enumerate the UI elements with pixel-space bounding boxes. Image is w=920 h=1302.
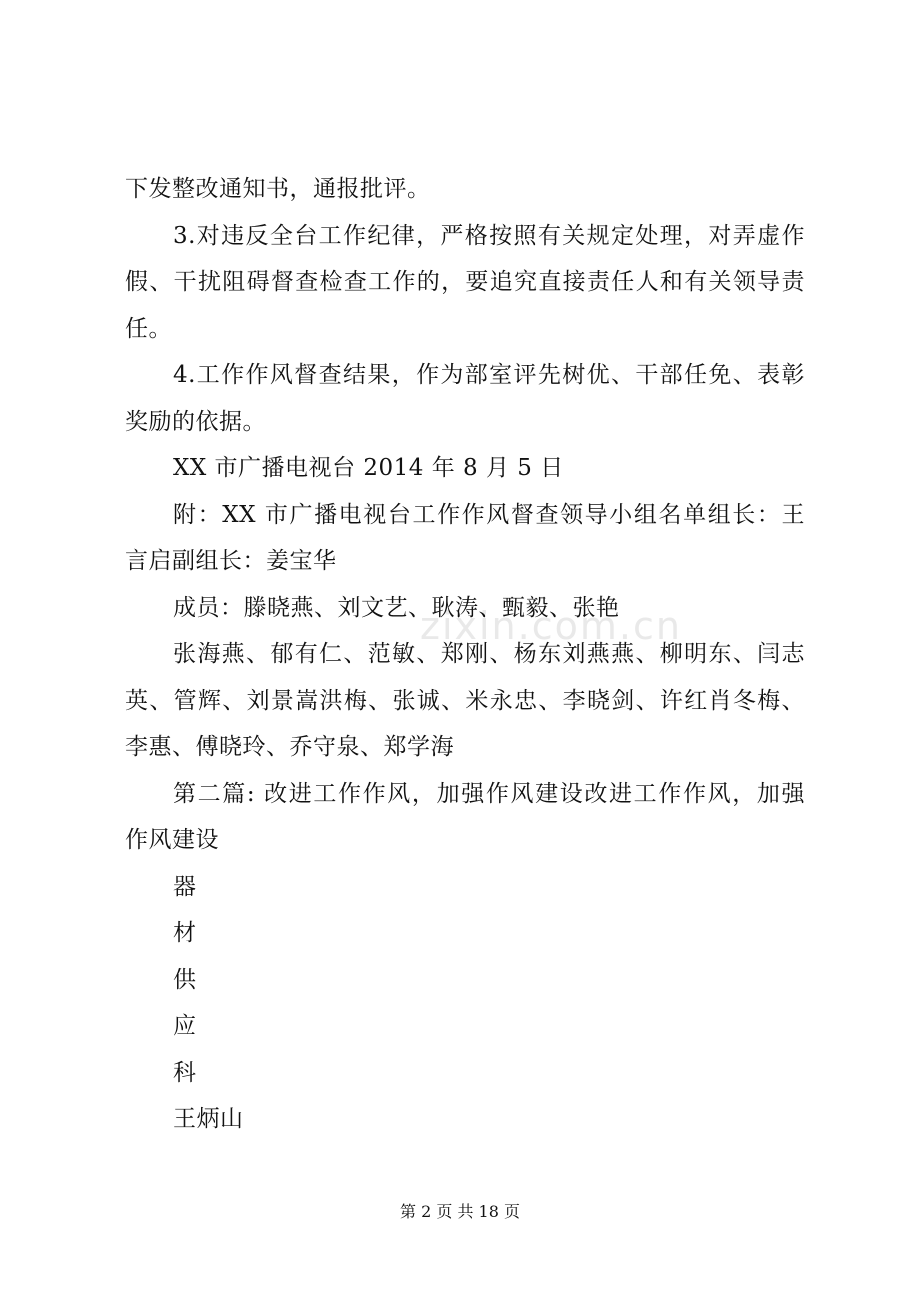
- text-line: 下发整改通知书，通报批评。: [125, 176, 431, 202]
- text-line: 奖励的依据。: [125, 408, 266, 435]
- watermark-text: zixin.com.cn: [420, 604, 682, 648]
- text-line: 附：XX 市广播电视台工作作风督查领导小组名单组长：王: [173, 501, 805, 528]
- text-line: 任。: [125, 315, 172, 342]
- text-line: 王炳山: [173, 1106, 244, 1132]
- text-line: 器: [173, 873, 197, 900]
- text-line: 材: [173, 920, 197, 946]
- text-line: 言启副组长：姜宝华: [125, 548, 337, 574]
- text-line: 3.对违反全台工作纪律，严格按照有关规定处理，对弄虚作: [173, 222, 805, 249]
- document-body: [125, 166, 805, 1143]
- text-line: 李惠、傅晓玲、乔守泉、郑学海: [125, 734, 454, 760]
- text-line: 第二篇: 改进工作作风，加强作风建设改进工作作风，加强: [173, 780, 805, 807]
- text-line: 成员：滕晓燕、刘文艺、耿涛、甄毅、张艳: [173, 594, 620, 621]
- text-line: 张海燕、郁有仁、范敏、郑刚、杨东刘燕燕、柳明东、闫志: [173, 641, 805, 667]
- text-line: 供: [173, 966, 197, 993]
- text-line: 作风建设: [125, 827, 219, 853]
- page-footer: 第 2 页 共 18 页: [400, 1202, 520, 1221]
- text-line: 4.工作作风督查结果，作为部室评先树优、干部任免、表彰: [173, 362, 805, 388]
- text-line: 英、管辉、刘景嵩洪梅、张诚、米永忠、李晓剑、许红肖冬梅、: [125, 687, 805, 714]
- text-line: 假、干扰阻碍督查检查工作的，要追究直接责任人和有关领导责: [125, 269, 805, 295]
- text-line: XX 市广播电视台 2014 年 8 月 5 日: [173, 455, 564, 481]
- text-line: 应: [173, 1013, 197, 1039]
- text-line: 科: [173, 1059, 197, 1086]
